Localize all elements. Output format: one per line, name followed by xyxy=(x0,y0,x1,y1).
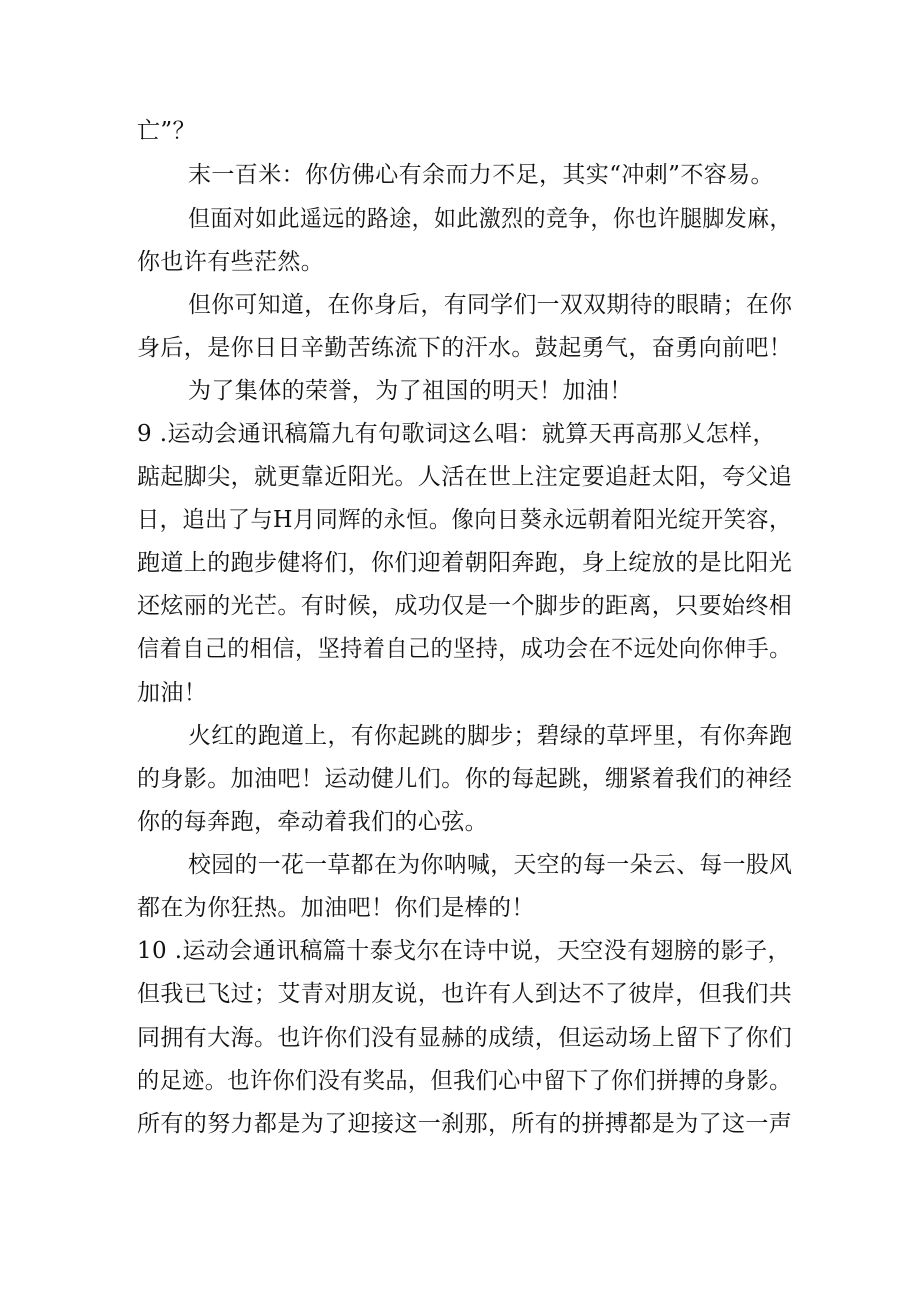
section-heading-10: 10 .运动会通讯稿篇十泰戈尔在诗中说，天空没有翅膀的影子， xyxy=(137,938,791,964)
text-line: 身后，是你日日辛勤苦练流下的汗水。鼓起勇气，奋勇向前吧！ xyxy=(137,335,793,361)
text-line: 都在为你狂热。加油吧！你们是棒的！ xyxy=(137,895,535,921)
text-line: 同拥有大海。也许你们没有显赫的成绩，但运动场上留下了你们 xyxy=(137,1025,793,1051)
text-line: 跑道上的跑步健将们，你们迎着朝阳奔跑，身上绽放的是比阳光 xyxy=(137,550,793,576)
text-line: 的身影。加油吧！运动健儿们。你的每起跳，绷紧着我们的神经 xyxy=(137,766,793,792)
text-line: 校园的一花一草都在为你呐喊，天空的每一朵云、每一股风 xyxy=(188,852,793,878)
text-line: 亡”？ xyxy=(137,118,196,144)
text-line: 火红的跑道上，有你起跳的脚步；碧绿的草坪里，有你奔跑 xyxy=(188,723,793,749)
text-line: 信着自己的相信，坚持着自己的坚持，成功会在不远处向你伸手。 xyxy=(137,636,792,662)
text-line: 但面对如此遥远的路途，如此激烈的竞争，你也许腿脚发麻， xyxy=(188,206,792,232)
text-line: 末一百米：你仿佛心有余而力不足，其实“冲刺”不容易。 xyxy=(188,162,774,188)
text-line: 踮起脚尖，就更靠近阳光。人活在世上注定要追赶太阳，夸父追 xyxy=(137,464,793,490)
text-line: 但你可知道，在你身后，有同学们一双双期待的眼睛；在你 xyxy=(188,292,793,318)
text-line: 为了集体的荣誉，为了祖国的明天！加油！ xyxy=(188,378,633,404)
text-line: 但我已飞过；艾青对朋友说，也许有人到达不了彼岸，但我们共 xyxy=(137,981,793,1007)
text-line: 日，追出了与H月同辉的永恒。像向日葵永远朝着阳光绽开笑容， xyxy=(137,507,792,533)
text-line: 你的每奔跑，牵动着我们的心弦。 xyxy=(137,809,488,835)
text-line: 加油！ xyxy=(137,680,208,706)
text-line: 所有的努力都是为了迎接这一刹那，所有的拼搏都是为了这一声 xyxy=(137,1111,793,1137)
text-line: 还炫丽的光芒。有时候，成功仅是一个脚步的距离，只要始终相 xyxy=(137,593,793,619)
text-line: 你也许有些茫然。 xyxy=(137,249,325,275)
text-line: 的足迹。也许你们没有奖品，但我们心中留下了你们拼搏的身影。 xyxy=(137,1068,792,1094)
section-heading-9: 9 .运动会通讯稿篇九有句歌词这么唱：就算天再高那乂怎样， xyxy=(137,421,776,447)
